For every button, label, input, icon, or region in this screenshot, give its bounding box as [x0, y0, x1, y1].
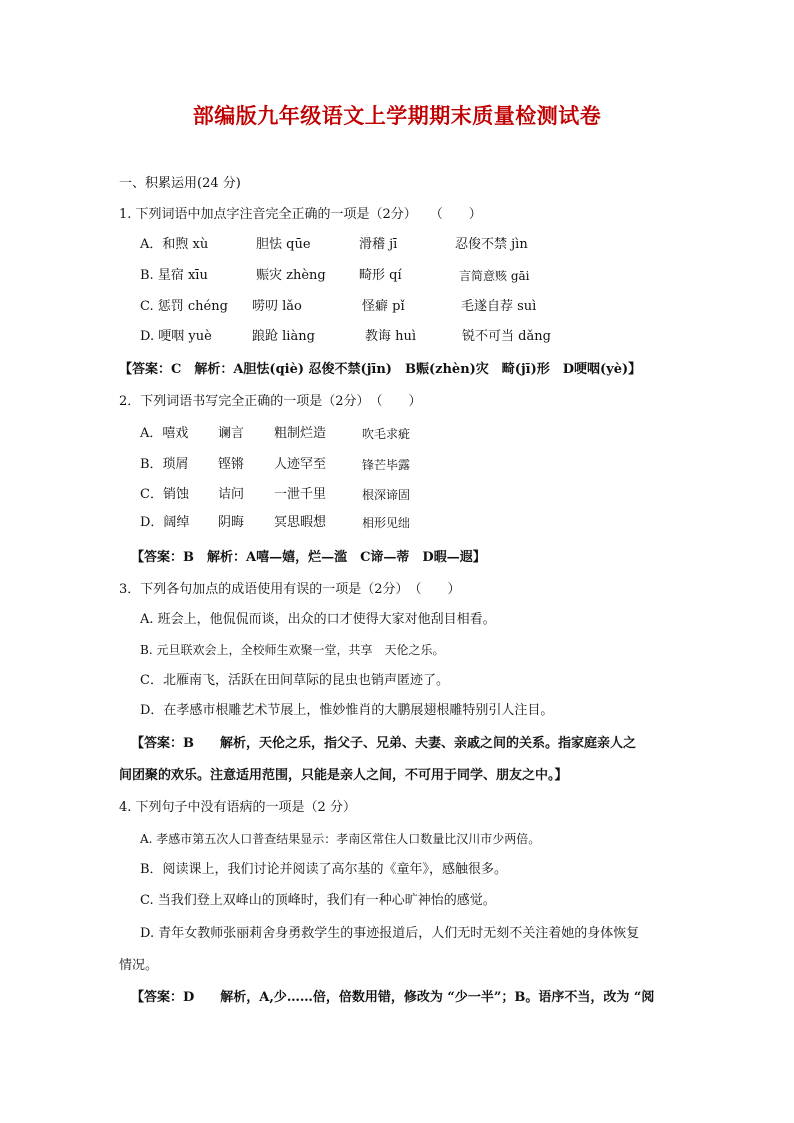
option-cell: 吹毛求疵	[362, 427, 411, 441]
page-title: 部编版九年级语文上学期期末质量检测试卷	[192, 103, 602, 128]
option-cell: 冥思暇想	[274, 515, 327, 530]
option-cell: A．嘻戏	[140, 426, 189, 441]
option-cell: 人迹罕至	[274, 457, 327, 472]
option-cell: C．销蚀	[140, 487, 189, 502]
option-cell: 谰言	[218, 426, 245, 441]
option-cell: 赈灾 zhèng	[256, 268, 326, 283]
option-cell: 言简意赅 gāi	[459, 269, 530, 283]
question-3-option-a: A. 班会上，他侃侃而谈，出众的口才使得大家对他刮目相看。	[140, 612, 496, 627]
option-cell: B. 星宿 xīu	[140, 268, 208, 283]
option-cell: 畸形 qí	[359, 268, 402, 283]
option-cell: C. 惩罚 chéng	[140, 299, 228, 314]
option-cell: 锋芒毕露	[362, 458, 411, 472]
option-cell: 相形见绌	[362, 516, 411, 530]
option-cell: 踉跄 liàng	[252, 329, 315, 344]
option-cell: A．和煦 xù	[140, 237, 209, 252]
option-cell: 忍俊不禁 jìn	[455, 237, 528, 252]
question-1-answer: 【答案：C 解析：A胆怯(qiè) 忍俊不禁(jīn) B赈(zhèn)灾 畸(jī)形 D哽咽(yè)】	[119, 362, 642, 377]
option-cell: 滑稽 jī	[359, 237, 398, 252]
question-1-stem: 1. 下列词语中加点字注音完全正确的一项是（2分） （ ）	[119, 207, 482, 222]
option-cell: 教诲 huì	[365, 329, 417, 344]
question-4-option-b: B．阅读课上，我们讨论并阅读了高尔基的《童年》，感触很多。	[140, 862, 508, 877]
question-3-option-c: C．北雁南飞，活跃在田间草际的昆虫也销声匿迹了。	[140, 673, 449, 688]
option-cell: D. 哽咽 yuè	[140, 329, 212, 344]
question-3-option-d: D．在孝感市根雕艺术节展上，惟妙惟肖的大鹏展翅根雕特别引人注目。	[140, 703, 554, 718]
question-3-option-b: B. 元旦联欢会上，全校师生欢聚一堂，共享 天伦之乐。	[140, 643, 445, 657]
question-4-answer: 【答案：D 解析，A,少……倍，倍数用错，修改为 “少一半”；B。语序不当，改为 “阅	[131, 990, 655, 1005]
option-cell: 唠叨 lǎo	[252, 299, 302, 314]
question-2-stem: 2．下列词语书写完全正确的一项是（2分） （ ）	[119, 394, 422, 409]
option-cell: 胆怯 qūe	[256, 237, 311, 252]
option-cell: 一泄千里	[274, 487, 327, 502]
question-3-answer-line-1: 【答案：B 解析，天伦之乐，指父子、兄弟、夫妻、亲戚之间的关系。指家庭亲人之	[131, 736, 636, 751]
option-cell: 怪癖 pǐ	[362, 299, 405, 314]
question-4-option-d-continued: 情况。	[119, 958, 159, 973]
question-4-option-d: D. 青年女教师张丽莉舍身勇救学生的事迹报道后，人们无时无刻不关注着她的身体恢复	[140, 926, 640, 941]
question-4-option-c: C. 当我们登上双峰山的顶峰时，我们有一种心旷神怡的感觉。	[140, 893, 496, 908]
option-cell: 诘问	[218, 487, 245, 502]
option-cell: 锐不可当 dǎng	[462, 329, 551, 344]
option-cell: D．阔绰	[140, 515, 190, 530]
option-cell: 根深谛固	[362, 488, 411, 502]
option-cell: 粗制烂造	[274, 426, 327, 441]
question-3-answer-line-2: 间团聚的欢乐。注意适用范围，只能是亲人之间，不可用于同学、朋友之中。】	[119, 768, 568, 783]
question-4-option-a: A. 孝感市第五次人口普查结果显示：孝南区常住人口数量比汉川市少两倍。	[140, 832, 541, 846]
question-3-stem: 3．下列各句加点的成语使用有误的一项是（2分） （ ）	[119, 582, 461, 597]
option-cell: 铿锵	[218, 457, 245, 472]
question-2-answer: 【答案：B 解析：A嘻—嬉，烂—滥 C谛—蒂 D暇—遐】	[131, 550, 486, 565]
option-cell: 阴晦	[218, 515, 245, 530]
section-heading: 一、积累运用(24 分)	[119, 176, 241, 191]
question-4-stem: 4. 下列句子中没有语病的一项是（2 分）	[119, 800, 356, 815]
option-cell: B．琐屑	[140, 457, 189, 472]
option-cell: 毛遂自荐 suì	[461, 299, 537, 314]
